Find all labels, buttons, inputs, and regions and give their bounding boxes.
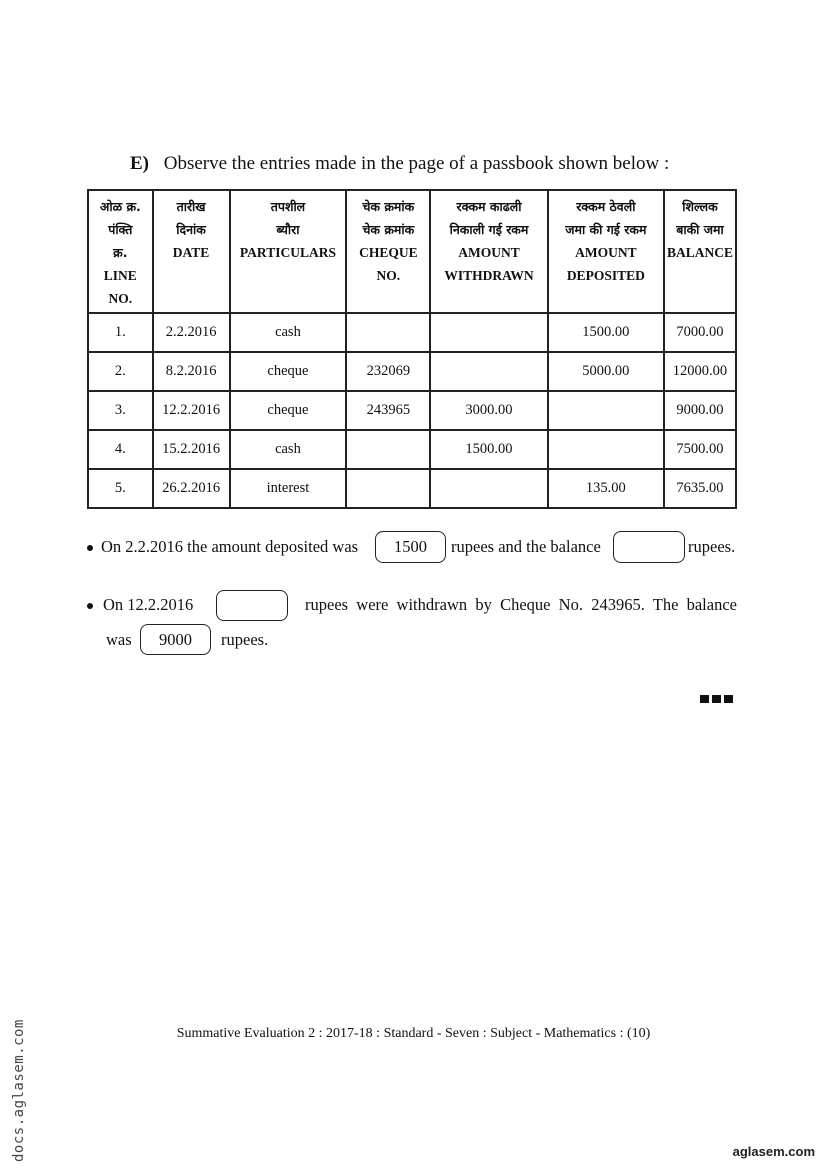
cell-particulars: cash [230,313,347,352]
header-date-en1: DATE [172,245,210,260]
header-line-no [88,190,153,313]
cell-balance: 7500.00 [664,430,736,469]
cell-balance: 12000.00 [664,352,736,391]
header-withdrawn-dev2: निकाली गई रकम [449,222,529,237]
question-text: Observe the entries made in the page of a passbook shown below : [163,153,670,174]
end-of-section-marks [700,695,733,703]
square-icon [724,695,733,703]
page-footer: Summative Evaluation 2 : 2017-18 : Standard - Seven : Subject - Mathematics : (10) [176,1026,651,1041]
answer-box-withdrawn[interactable] [216,590,288,621]
cell-date: 12.2.2016 [153,391,230,430]
cell-deposited [548,391,664,430]
header-date [153,190,230,313]
passbook-table [87,189,737,509]
bullet-dot-icon [87,545,93,551]
statement-1-prefix: On 2.2.2016 the amount deposited was [101,537,359,556]
cell-deposited: 5000.00 [548,352,664,391]
header-deposited-dev1: रक्कम ठेवली [576,199,636,214]
header-withdrawn-en2: WITHDRAWN [444,268,534,283]
answer-box-deposited[interactable]: 1500 [375,531,446,563]
cell-withdrawn: 1500.00 [430,430,547,469]
cell-line: 4. [88,430,153,469]
header-balance-dev1: शिल्लक [682,199,718,214]
cell-cheque [346,430,430,469]
cell-withdrawn [430,313,547,352]
cell-cheque [346,313,430,352]
header-withdrawn-dev1: रक्कम काढली [456,199,522,214]
header-cheque-en1: CHEQUE [359,245,418,260]
header-cheque-en2: NO. [376,268,401,283]
cell-balance: 7000.00 [664,313,736,352]
cell-particulars: cheque [230,352,347,391]
table-row [88,352,736,391]
header-date-dev2: दिनांक [176,222,206,237]
cell-date: 26.2.2016 [153,469,230,508]
header-amount-deposited [548,190,664,313]
table-row [88,313,736,352]
cell-balance: 7635.00 [664,469,736,508]
cell-particulars: interest [230,469,347,508]
table-row [88,469,736,508]
header-deposited-dev2: जमा की गई रकम [565,222,647,237]
statement-1-start [87,537,358,557]
header-deposited-en1: AMOUNT [575,245,637,260]
header-line-no-en2: NO. [108,291,133,306]
header-balance-dev2: बाकी जमा [676,222,724,237]
answer-box-final-balance[interactable]: 9000 [140,624,211,655]
cell-date: 8.2.2016 [153,352,230,391]
header-particulars-dev1: तपशील [270,199,306,214]
cell-line: 5. [88,469,153,508]
cell-line: 2. [88,352,153,391]
bullet-dot-icon [87,603,93,609]
header-particulars-en1: PARTICULARS [239,245,336,260]
header-amount-withdrawn [430,190,547,313]
header-cheque-dev1: चेक क्रमांक [362,199,415,214]
cell-particulars: cash [230,430,347,469]
site-name: aglasem.com [732,1144,815,1159]
header-date-dev1: तारीख [176,199,206,214]
statement-2-prefix: On 12.2.2016 [103,595,194,614]
statement-2-middle: rupees were withdrawn by Cheque No. 243965. The balance [305,595,737,614]
cell-deposited: 135.00 [548,469,664,508]
statement-2-suffix: rupees. [221,630,269,649]
watermark: docs.aglasem.com [11,1019,27,1162]
statement-2-line2-prefix: was [106,630,132,649]
cell-cheque: 243965 [346,391,430,430]
cell-cheque [346,469,430,508]
table-row [88,430,736,469]
question-label: E) [130,153,149,174]
header-cheque-no [346,190,430,313]
header-balance-en1: BALANCE [666,245,733,260]
question-heading [130,153,730,175]
header-line-no-dev1: ओळ क्र. [99,199,141,214]
table-header-row [88,190,736,313]
statement-1-suffix: rupees. [688,537,736,556]
cell-deposited: 1500.00 [548,313,664,352]
header-balance [664,190,736,313]
answer-box-balance[interactable] [613,531,685,563]
header-line-no-dev2: पंक्ति [108,222,133,237]
cell-cheque: 232069 [346,352,430,391]
cell-withdrawn [430,469,547,508]
cell-withdrawn [430,352,547,391]
cell-deposited [548,430,664,469]
cell-withdrawn: 3000.00 [430,391,547,430]
cell-date: 15.2.2016 [153,430,230,469]
header-particulars-dev2: ब्यौरा [276,222,300,237]
statement-1-middle: rupees and the balance [451,537,601,556]
header-line-no-dev3: क्र. [113,245,128,260]
header-deposited-en2: DEPOSITED [566,268,645,283]
header-particulars [230,190,347,313]
header-cheque-dev2: चेक क्रमांक [362,222,415,237]
statement-2-start [87,595,193,615]
cell-line: 3. [88,391,153,430]
cell-balance: 9000.00 [664,391,736,430]
header-withdrawn-en1: AMOUNT [458,245,520,260]
header-line-no-en1: LINE [103,268,137,283]
table-row [88,391,736,430]
square-icon [700,695,709,703]
cell-date: 2.2.2016 [153,313,230,352]
square-icon [712,695,721,703]
cell-line: 1. [88,313,153,352]
cell-particulars: cheque [230,391,347,430]
